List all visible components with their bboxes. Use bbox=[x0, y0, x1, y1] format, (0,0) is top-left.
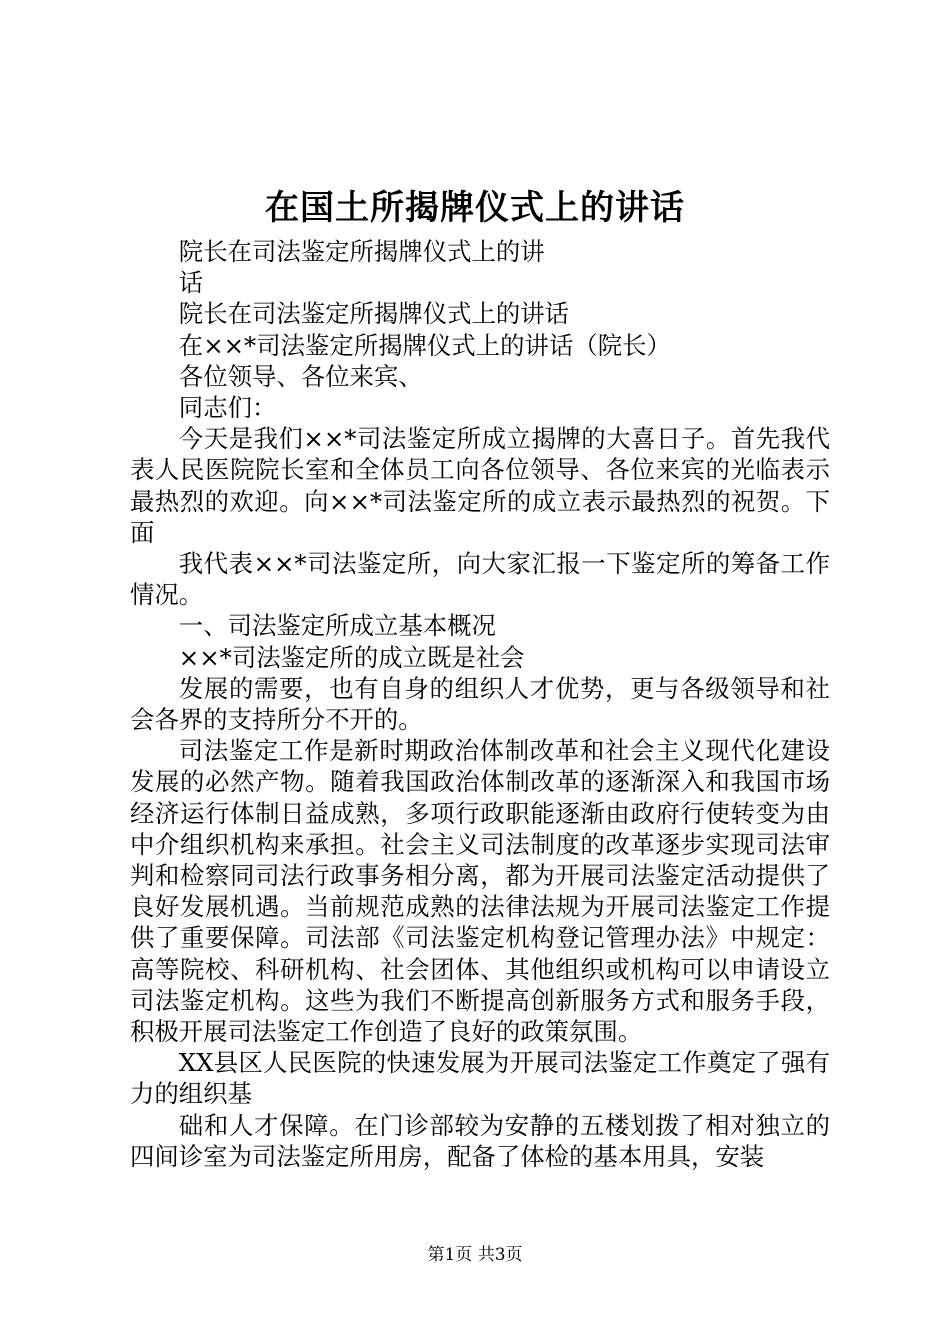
paragraph-10: ××*司法鉴定所的成立既是社会 bbox=[178, 642, 525, 672]
paragraph-11: 发展的需要，也有自身的组织人才优势，更与各级领导和社会各界的支持所分不开的。 bbox=[130, 673, 830, 735]
document-body bbox=[130, 236, 830, 1172]
page-number-footer: 第1页 共3页 bbox=[427, 1245, 523, 1265]
paragraph-1: 院长在司法鉴定所揭牌仪式上的讲 bbox=[178, 237, 545, 266]
paragraph-8: 我代表××*司法鉴定所，向大家汇报一下鉴定所的筹备工作情况。 bbox=[130, 549, 830, 610]
paragraph-3: 院长在司法鉴定所揭牌仪式上的讲话 bbox=[178, 299, 570, 329]
paragraph-6: 同志们： bbox=[178, 393, 277, 423]
paragraph-12: 司法鉴定工作是新时期政治体制改革和社会主义现代化建设发展的必然产物。随着我国政治体制改革的逐渐深入和我国市场经济运行体制日益成熟，多项行政职能逐渐由政府行使转变为由中介组织机构来承担。社会主义司法制度的改革逐步实现司法审判和检察同司法行政事务相分离，都为开展司法鉴定活动提供了良好发展机遇。当前规范成熟的法律法规为开展司法鉴定工作提供了重要保障。司法部《司法鉴定机构登记管理办法》中规定：高等院校、科研机构、社会团体、其他组织或机构可以申请设立司法鉴定机构。这些为我们不断提高创新服务方式和服务手段，积极开展司法鉴定工作创造了良好的政策氛围。 bbox=[130, 736, 830, 1047]
paragraph-5: 各位领导、各位来宾、 bbox=[178, 361, 423, 391]
paragraph-13: XX县区人民医院的快速发展为开展司法鉴定工作奠定了强有力的组织基 bbox=[130, 1048, 830, 1109]
document-title: 在国土所揭牌仪式上的讲话 bbox=[265, 188, 685, 228]
paragraph-9: 一、司法鉴定所成立基本概况 bbox=[178, 611, 496, 641]
paragraph-7: 今天是我们××*司法鉴定所成立揭牌的大喜日子。首先我代表人民医院院长室和全体员工向各位领导、各位来宾的光临表示最热烈的欢迎。向××*司法鉴定所的成立表示最热烈的祝贺。下面 bbox=[130, 424, 830, 547]
paragraph-2: 话 bbox=[178, 268, 204, 298]
paragraph-4: 在××*司法鉴定所揭牌仪式上的讲话（院长） bbox=[178, 330, 671, 360]
paragraph-14: 础和人才保障。在门诊部较为安静的五楼划拨了相对独立的四间诊室为司法鉴定所用房，配备了体检的基本用具，安装 bbox=[130, 1110, 830, 1171]
